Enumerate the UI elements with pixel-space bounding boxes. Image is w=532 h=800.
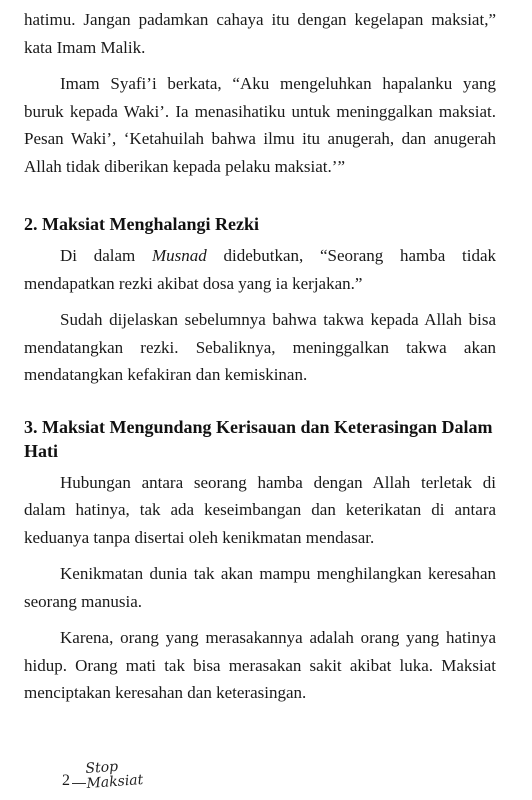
page-footer [62,758,202,798]
book-title-logo [85,758,144,792]
book-title-line-1: Stop [84,758,119,777]
section-3-paragraph-2: Kenikmatan dunia tak akan mampu menghilangkan keresahan seorang manusia. [24,564,496,611]
section-3-paragraph-3: Karena, orang yang merasakannya adalah orang yang hatinya hidup. Orang mati tak bisa merasakan sakit akibat luka. Maksiat menciptakan keresahan dan keterasingan. [24,628,496,702]
section-3-heading: 3. Maksiat Mengundang Kerisauan dan Keterasingan Dalam Hati [24,416,493,461]
page-body [24,6,496,716]
book-title-line-2: Maksiat [85,772,144,792]
section-2-heading: 2. Maksiat Menghalangi Rezki [24,214,260,234]
section-2-paragraph-2: Sudah dijelaskan sebelumnya bahwa takwa kepada Allah bisa mendatangkan rezki. Sebaliknya, meninggalkan takwa akan mendatangkan kefakiran dan kemiskinan. [24,310,496,384]
footer-dash [72,783,86,784]
section-2-p1-before: Di dalam [60,246,152,265]
section-2-p1-after: didebutkan, “Seorang hamba tidak mendapatkan rezki akibat dosa yang ia kerjakan.” [24,246,496,293]
section-3-paragraph-1: Hubungan antara seorang hamba dengan Allah terletak di dalam hatinya, tak ada keseimbangan dan keterikatan di antara keduanya tanpa disertai oleh kenikmatan mendasar. [24,472,496,547]
musnad-italic: Musnad [151,246,207,265]
paragraph-continuation: hatimu. Jangan padamkan cahaya itu dengan kegelapan maksiat,” kata Imam Malik. [24,10,496,57]
paragraph-imam-syafii: Imam Syafi’i berkata, “Aku mengeluhkan hapalanku yang buruk kepada Waki’. Ia menasihatiku untuk meninggalkan maksiat. Pesan Waki’, ‘Ketahuilah bahwa ilmu itu anugerah, dan anugerah Allah tidak diberikan kepada pelaku maksiat.’” [24,74,496,176]
page-number: 2 [62,772,70,789]
section-2-paragraph-1 [24,242,496,297]
